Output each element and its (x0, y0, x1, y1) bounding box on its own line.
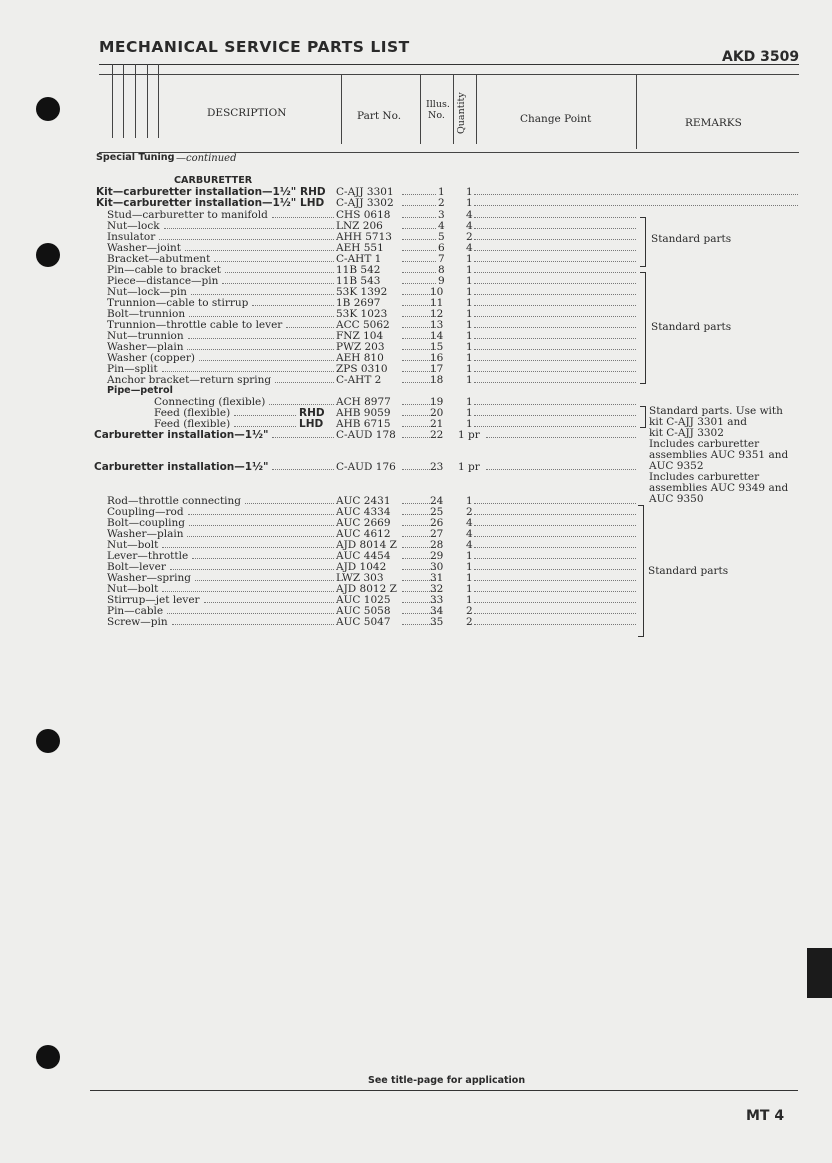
part-number: AJD 1042 (336, 561, 387, 573)
illustration-number: 10 (430, 286, 444, 298)
part-description: Screw—pin (107, 616, 168, 628)
leader-dots (474, 602, 636, 603)
part-number: AHB 9059 (336, 407, 391, 419)
quantity: 1 pr (458, 461, 480, 473)
leader-dots (172, 624, 334, 625)
remarks-text: Standard parts (648, 565, 729, 577)
part-description: Anchor bracket—return spring (107, 374, 272, 386)
quantity: 2 (466, 231, 473, 243)
illustration-number: 8 (438, 264, 445, 276)
quantity: 1 (466, 253, 473, 265)
leader-dots (269, 404, 334, 405)
part-description: Connecting (flexible) (154, 396, 266, 408)
part-description: Washer—spring (107, 572, 191, 584)
quantity: 1 (466, 561, 473, 573)
header-rule (99, 74, 799, 75)
column-header-description: DESCRIPTION (207, 107, 287, 119)
part-description: Piece—distance—pin (107, 275, 219, 287)
quantity: 1 (466, 583, 473, 595)
illustration-number: 14 (430, 330, 444, 342)
leader-dots (486, 437, 636, 438)
column-divider (158, 64, 159, 138)
part-description: Nut—lock—pin (107, 286, 187, 298)
part-number: AJD 8012 Z (336, 583, 397, 595)
illustration-number: 12 (430, 308, 444, 320)
punch-hole (36, 97, 60, 121)
page-title: MECHANICAL SERVICE PARTS LIST (99, 38, 410, 56)
part-description: Stud—carburetter to manifold (107, 209, 268, 221)
leader-dots (474, 360, 636, 361)
leader-dots (402, 283, 436, 284)
leader-dots (234, 415, 296, 416)
subsection-heading: Pipe—petrol (107, 385, 173, 396)
leader-dots (474, 514, 636, 515)
leader-dots (474, 569, 636, 570)
remarks-text: assemblies AUC 9351 and (649, 449, 789, 461)
part-number: AUC 4334 (336, 506, 391, 518)
section-heading: Special Tuning (96, 152, 175, 163)
quantity: 1 (466, 550, 473, 562)
leader-dots (189, 316, 334, 317)
leader-dots (164, 228, 334, 229)
column-divider (123, 64, 124, 138)
column-divider (147, 64, 148, 138)
part-number: FNZ 104 (336, 330, 384, 342)
remarks-text: AUC 9350 (649, 493, 704, 505)
part-number: C-AUD 178 (336, 429, 396, 441)
leader-dots (272, 437, 334, 438)
part-description: Bolt—coupling (107, 517, 186, 529)
quantity: 1 (466, 275, 473, 287)
punch-hole (36, 243, 60, 267)
leader-dots (474, 580, 636, 581)
part-number: CHS 0618 (336, 209, 391, 221)
column-header-part-no: Part No. (357, 110, 402, 122)
leader-dots (272, 217, 334, 218)
leader-dots (214, 261, 334, 262)
part-number: AUC 4612 (336, 528, 391, 540)
part-description: Washer—plain (107, 341, 184, 353)
leader-dots (474, 316, 636, 317)
leader-dots (191, 294, 334, 295)
leader-dots (162, 591, 334, 592)
part-number: AEH 551 (336, 242, 384, 254)
drive-side-tag: LHD (300, 197, 325, 209)
quantity: 1 (466, 396, 473, 408)
column-divider (341, 74, 342, 144)
part-number: C-AJJ 3302 (336, 197, 394, 209)
quantity: 1 (466, 572, 473, 584)
column-header-change-point: Change Point (520, 113, 592, 125)
remarks-text: kit C-AJJ 3302 (649, 427, 724, 439)
part-number: 53K 1392 (336, 286, 388, 298)
quantity: 4 (466, 209, 473, 221)
illustration-number: 23 (430, 461, 444, 473)
illustration-number: 4 (438, 220, 445, 232)
part-number: C-AJJ 3301 (336, 186, 394, 198)
quantity: 1 (466, 297, 473, 309)
leader-dots (272, 469, 334, 470)
part-description: Bolt—lever (107, 561, 166, 573)
part-number: AUC 5047 (336, 616, 391, 628)
leader-dots (234, 426, 296, 427)
column-divider (420, 74, 421, 144)
illustration-number: 24 (430, 495, 444, 507)
leader-dots (474, 294, 636, 295)
column-divider (476, 74, 477, 144)
leader-dots (402, 194, 436, 195)
illustration-number: 2 (438, 197, 445, 209)
part-description: Kit—carburetter installation—1½" (96, 186, 297, 198)
quantity: 2 (466, 616, 473, 628)
quantity: 1 (466, 197, 473, 209)
part-description: Nut—bolt (107, 583, 159, 595)
column-header-illus-no: No. (428, 110, 445, 121)
part-number: 1B 2697 (336, 297, 381, 309)
quantity: 4 (466, 528, 473, 540)
leader-dots (474, 228, 636, 229)
leader-dots (188, 338, 334, 339)
leader-dots (275, 382, 334, 383)
remarks-text: Includes carburetter (649, 438, 760, 450)
illustration-number: 5 (438, 231, 445, 243)
part-description: Kit—carburetter installation—1½" (96, 197, 297, 209)
part-description: Carburetter installation—1½" (94, 429, 269, 441)
illustration-number: 32 (430, 583, 444, 595)
leader-dots (474, 250, 636, 251)
quantity: 4 (466, 220, 473, 232)
punch-hole (36, 729, 60, 753)
leader-dots (474, 272, 636, 273)
part-description: Pin—cable (107, 605, 164, 617)
illustration-number: 11 (430, 297, 444, 309)
quantity: 1 (466, 330, 473, 342)
part-description: Washer (copper) (107, 352, 195, 364)
illustration-number: 25 (430, 506, 444, 518)
quantity: 1 (466, 594, 473, 606)
quantity: 4 (466, 539, 473, 551)
part-description: Washer—joint (107, 242, 181, 254)
leader-dots (474, 205, 798, 206)
leader-dots (474, 536, 636, 537)
leader-dots (474, 371, 636, 372)
column-header-illus: Illus. (426, 99, 450, 110)
part-description: Nut—bolt (107, 539, 159, 551)
leader-dots (474, 503, 636, 504)
part-description: Nut—trunnion (107, 330, 184, 342)
leader-dots (474, 382, 636, 383)
leader-dots (187, 349, 334, 350)
leader-dots (402, 228, 436, 229)
leader-dots (474, 624, 636, 625)
leader-dots (474, 239, 636, 240)
illustration-number: 28 (430, 539, 444, 551)
illustration-number: 16 (430, 352, 444, 364)
part-number: LWZ 303 (336, 572, 384, 584)
footer-note: See title-page for application (368, 1075, 526, 1086)
quantity: 2 (466, 605, 473, 617)
remarks-bracket (640, 272, 646, 384)
leader-dots (189, 525, 334, 526)
part-description: Bracket—abutment (107, 253, 211, 265)
illustration-number: 9 (438, 275, 445, 287)
part-description: Carburetter installation—1½" (94, 461, 269, 473)
leader-dots (474, 283, 636, 284)
leader-dots (474, 525, 636, 526)
document-code: AKD 3509 (722, 49, 800, 65)
part-description: Insulator (107, 231, 156, 243)
illustration-number: 19 (430, 396, 444, 408)
part-number: AEH 810 (336, 352, 384, 364)
leader-dots (204, 602, 334, 603)
column-header-remarks: REMARKS (685, 117, 742, 129)
leader-dots (474, 558, 636, 559)
leader-dots (286, 327, 334, 328)
quantity: 1 (466, 286, 473, 298)
leader-dots (474, 349, 636, 350)
part-number: AHB 6715 (336, 418, 391, 430)
part-description: Pin—split (107, 363, 158, 375)
part-number: AUC 2669 (336, 517, 391, 529)
illustration-number: 27 (430, 528, 444, 540)
part-number: AJD 8014 Z (336, 539, 397, 551)
quantity: 1 pr (458, 429, 480, 441)
leader-dots (474, 194, 798, 195)
drive-side-tag: RHD (299, 407, 325, 419)
leader-dots (486, 469, 636, 470)
leader-dots (474, 261, 636, 262)
remarks-text: AUC 9352 (649, 460, 704, 472)
quantity: 4 (466, 242, 473, 254)
part-number: ZPS 0310 (336, 363, 388, 375)
leader-dots (474, 217, 636, 218)
part-number: ACC 5062 (336, 319, 390, 331)
leader-dots (170, 569, 334, 570)
leader-dots (245, 503, 334, 504)
part-number: C-AUD 176 (336, 461, 396, 473)
illustration-number: 3 (438, 209, 445, 221)
remarks-text: kit C-AJJ 3301 and (649, 416, 748, 428)
quantity: 1 (466, 308, 473, 320)
part-number: LNZ 206 (336, 220, 383, 232)
part-number: 53K 1023 (336, 308, 388, 320)
leader-dots (167, 613, 334, 614)
drive-side-tag: LHD (299, 418, 324, 430)
illustration-number: 31 (430, 572, 444, 584)
quantity: 1 (466, 495, 473, 507)
leader-dots (474, 591, 636, 592)
leader-dots (195, 580, 334, 581)
leader-dots (402, 205, 436, 206)
leader-dots (402, 250, 436, 251)
illustration-number: 13 (430, 319, 444, 331)
illustration-number: 21 (430, 418, 444, 430)
drive-side-tag: RHD (300, 186, 326, 198)
subsection-heading: CARBURETTER (174, 175, 253, 186)
leader-dots (474, 404, 636, 405)
leader-dots (402, 261, 436, 262)
quantity: 1 (466, 352, 473, 364)
leader-dots (225, 272, 334, 273)
illustration-number: 29 (430, 550, 444, 562)
quantity: 1 (466, 418, 473, 430)
remarks-bracket (638, 505, 644, 637)
part-description: Feed (flexible) (154, 418, 231, 430)
illustration-number: 7 (438, 253, 445, 265)
part-description: Trunnion—throttle cable to lever (107, 319, 283, 331)
part-description: Lever—throttle (107, 550, 189, 562)
leader-dots (162, 547, 334, 548)
column-divider (453, 74, 454, 144)
leader-dots (192, 558, 334, 559)
leader-dots (185, 250, 334, 251)
part-description: Pin—cable to bracket (107, 264, 222, 276)
page-code: MT 4 (746, 1108, 785, 1124)
column-divider (636, 74, 637, 149)
illustration-number: 33 (430, 594, 444, 606)
part-description: Nut—lock (107, 220, 160, 232)
leader-dots (474, 305, 636, 306)
part-number: 11B 543 (336, 275, 381, 287)
leader-dots (474, 338, 636, 339)
part-number: 11B 542 (336, 264, 381, 276)
illustration-number: 35 (430, 616, 444, 628)
quantity: 1 (466, 186, 473, 198)
remarks-text: Standard parts (651, 321, 732, 333)
punch-hole (36, 1045, 60, 1069)
thumb-index-tab (807, 948, 832, 998)
part-number: AHH 5713 (336, 231, 392, 243)
part-number: C-AHT 2 (336, 374, 382, 386)
leader-dots (188, 514, 334, 515)
quantity: 1 (466, 264, 473, 276)
quantity: 4 (466, 517, 473, 529)
quantity: 1 (466, 374, 473, 386)
leader-dots (474, 327, 636, 328)
leader-dots (474, 426, 636, 427)
part-number: AUC 1025 (336, 594, 391, 606)
column-divider (112, 64, 113, 138)
part-number: C-AHT 1 (336, 253, 382, 265)
illustration-number: 22 (430, 429, 444, 441)
part-description: Bolt—trunnion (107, 308, 186, 320)
illustration-number: 26 (430, 517, 444, 529)
footer-rule (90, 1090, 798, 1091)
illustration-number: 15 (430, 341, 444, 353)
section-heading-suffix: —continued (176, 153, 237, 164)
part-description: Washer—plain (107, 528, 184, 540)
leader-dots (474, 547, 636, 548)
remarks-text: Includes carburetter (649, 471, 760, 483)
leader-dots (402, 272, 436, 273)
leader-dots (402, 239, 436, 240)
remarks-text: Standard parts (651, 233, 732, 245)
leader-dots (252, 305, 334, 306)
quantity: 1 (466, 407, 473, 419)
leader-dots (474, 613, 636, 614)
part-number: AUC 5058 (336, 605, 391, 617)
part-description: Trunnion—cable to stirrup (107, 297, 249, 309)
part-description: Coupling—rod (107, 506, 184, 518)
remarks-bracket (640, 217, 646, 267)
header-rule (99, 64, 799, 65)
part-number: ACH 8977 (336, 396, 391, 408)
part-number: AUC 2431 (336, 495, 391, 507)
leader-dots (162, 371, 334, 372)
part-description: Feed (flexible) (154, 407, 231, 419)
illustration-number: 20 (430, 407, 444, 419)
column-divider (135, 64, 136, 138)
illustration-number: 6 (438, 242, 445, 254)
leader-dots (402, 217, 436, 218)
illustration-number: 17 (430, 363, 444, 375)
quantity: 1 (466, 319, 473, 331)
leader-dots (222, 283, 334, 284)
column-header-quantity: Quantity (456, 92, 467, 134)
part-number: AUC 4454 (336, 550, 391, 562)
quantity: 1 (466, 363, 473, 375)
part-description: Stirrup—jet lever (107, 594, 200, 606)
leader-dots (199, 360, 334, 361)
remarks-text: assemblies AUC 9349 and (649, 482, 789, 494)
leader-dots (187, 536, 334, 537)
leader-dots (159, 239, 334, 240)
illustration-number: 34 (430, 605, 444, 617)
illustration-number: 30 (430, 561, 444, 573)
remarks-text: Standard parts. Use with (649, 405, 783, 417)
leader-dots (474, 415, 636, 416)
part-description: Rod—throttle connecting (107, 495, 242, 507)
quantity: 2 (466, 506, 473, 518)
illustration-number: 1 (438, 186, 445, 198)
quantity: 1 (466, 341, 473, 353)
remarks-bracket (640, 406, 646, 428)
part-number: PWZ 203 (336, 341, 385, 353)
illustration-number: 18 (430, 374, 444, 386)
